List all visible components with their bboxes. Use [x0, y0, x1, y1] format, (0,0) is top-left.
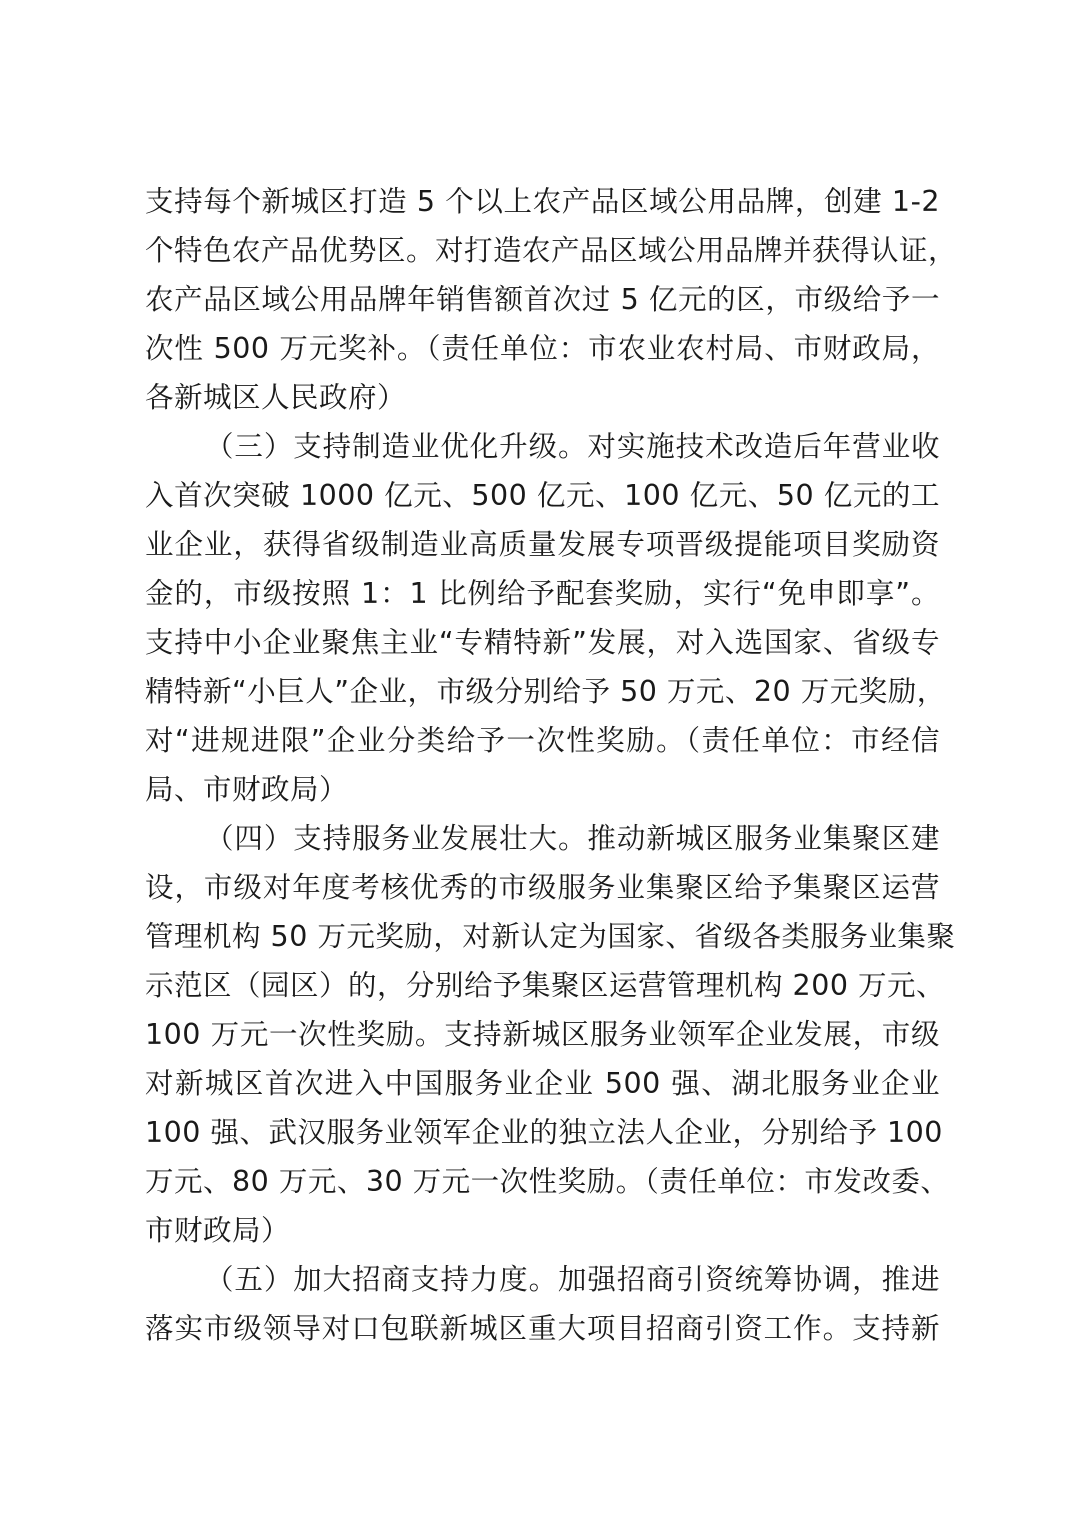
text-line: 万元、80 万元、30 万元一次性奖励。（责任单位：市发改委、 [145, 1165, 950, 1198]
text-line: 业企业，获得省级制造业高质量发展专项晋级提能项目奖励资 [145, 528, 940, 561]
text-line: 个特色农产品优势区。对打造农产品区域公用品牌并获得认证， [145, 234, 958, 267]
text-line: 精特新“小巨人”企业，市级分别给予 50 万元、20 万元奖励， [145, 675, 946, 708]
text-line: 100 万元一次性奖励。支持新城区服务业领军企业发展，市级 [145, 1018, 940, 1051]
text-line: 对新城区首次进入中国服务业企业 500 强、湖北服务业企业 [145, 1067, 940, 1100]
text-line: 示范区（园区）的，分别给予集聚区运营管理机构 200 万元、 [145, 969, 946, 1002]
text-line: 各新城区人民政府） [145, 381, 407, 414]
text-line: 设，市级对年度考核优秀的市级服务业集聚区给予集聚区运营 [145, 871, 940, 904]
text-line: 农产品区域公用品牌年销售额首次过 5 亿元的区，市级给予一 [145, 283, 940, 316]
text-line: 支持每个新城区打造 5 个以上农产品区域公用品牌，创建 1-2 [145, 185, 940, 218]
text-line: 对“进规进限”企业分类给予一次性奖励。（责任单位：市经信 [145, 724, 940, 757]
paragraph-first-line: （四）支持服务业发展壮大。推动新城区服务业集聚区建 [205, 822, 940, 855]
text-line: 局、市财政局） [145, 773, 349, 806]
text-line: 金的，市级按照 1：1 比例给予配套奖励，实行“免申即享”。 [145, 577, 940, 610]
text-line: 落实市级领导对口包联新城区重大项目招商引资工作。支持新 [145, 1312, 940, 1345]
text-line: 管理机构 50 万元奖励，对新认定为国家、省级各类服务业集聚 [145, 920, 956, 953]
text-line: 入首次突破 1000 亿元、500 亿元、100 亿元、50 亿元的工 [145, 479, 940, 512]
text-line: 次性 500 万元奖补。（责任单位：市农业农村局、市财政局， [145, 332, 940, 365]
paragraph-first-line: （五）加大招商支持力度。加强招商引资统筹协调，推进 [205, 1263, 940, 1296]
text-line: 支持中小企业聚焦主业“专精特新”发展，对入选国家、省级专 [145, 626, 940, 659]
text-line: 市财政局） [145, 1214, 291, 1247]
paragraph-first-line: （三）支持制造业优化升级。对实施技术改造后年营业收 [205, 430, 940, 463]
text-line: 100 强、武汉服务业领军企业的独立法人企业，分别给予 100 [145, 1116, 943, 1149]
document-body [145, 177, 958, 1353]
